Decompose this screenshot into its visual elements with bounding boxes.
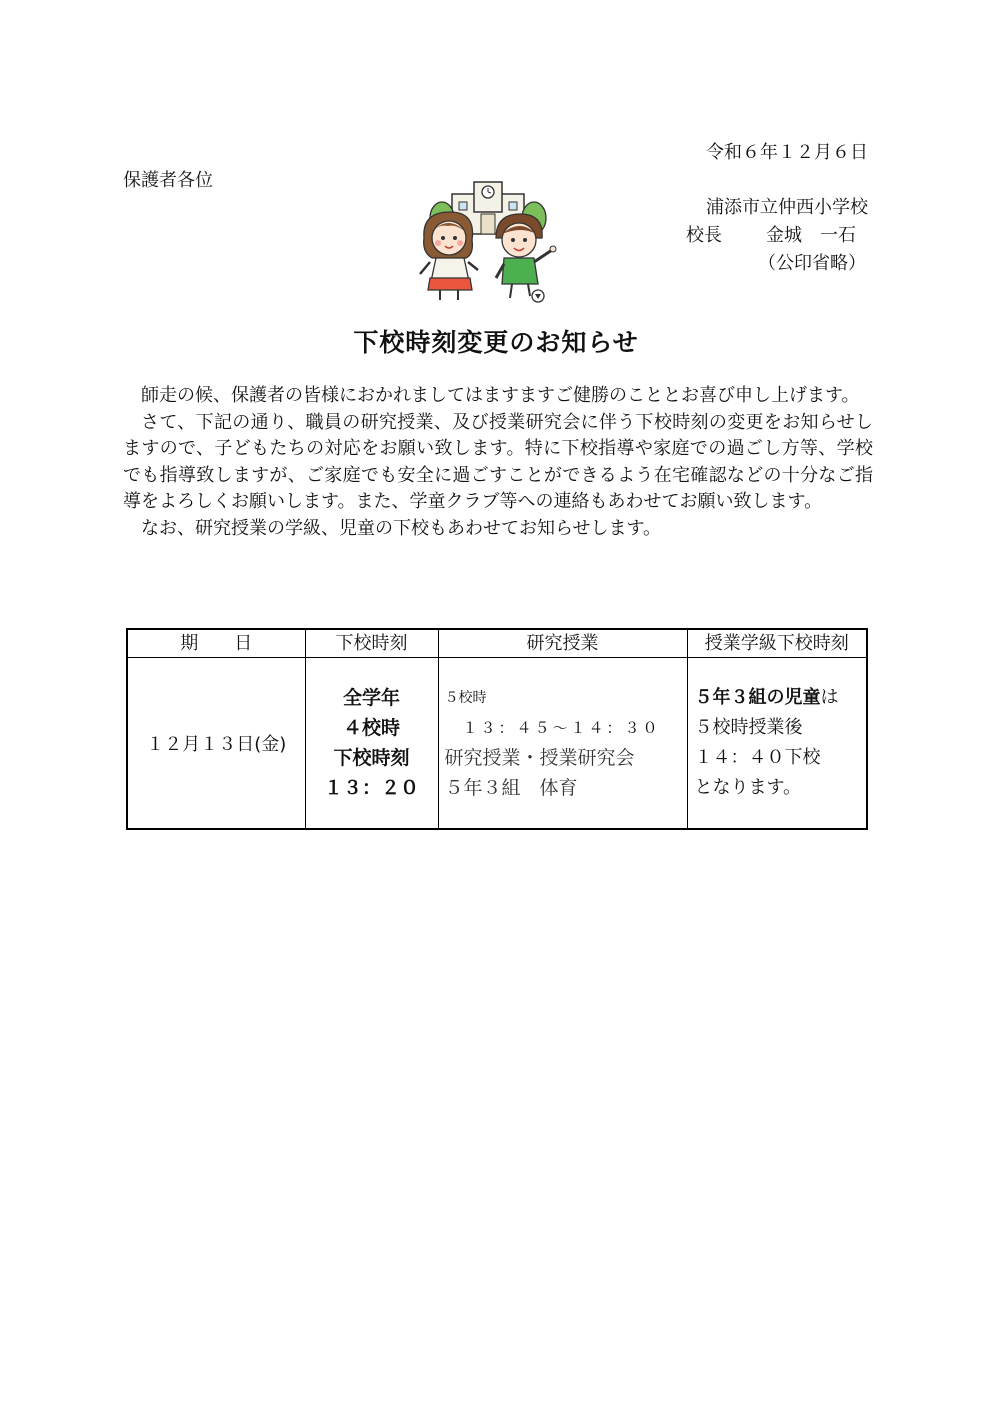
recipient: 保護者各位 (123, 170, 213, 191)
cell-dismissal (305, 658, 438, 830)
dismissal-period: ４校時 (342, 717, 400, 739)
cell-research-lesson (438, 658, 687, 830)
greeting-paragraph: 師走の候、保護者の皆様におかれましてはますますご健勝のこととお喜び申し上げます。 (141, 385, 860, 406)
header-research-lesson: 研究授業 (438, 629, 687, 658)
table-row (127, 658, 867, 830)
school-children-illustration (412, 178, 562, 306)
boy-icon (496, 214, 556, 302)
research-event: 研究授業・授業研究会 (444, 747, 635, 769)
class-particle: は (820, 687, 839, 708)
class-name-bold: ５年３組の児童 (694, 687, 821, 708)
school-name: 浦添市立仲西小学校 (706, 197, 868, 218)
research-time: １３：４５～１４：３０ (462, 719, 661, 737)
class-dismissal-line1 (695, 683, 867, 713)
cell-class-dismissal (687, 658, 867, 830)
page-title: 下校時刻変更のお知らせ (353, 328, 639, 357)
dismissal-grade: 全学年 (342, 687, 400, 709)
letter-body (123, 383, 873, 542)
cell-date: １２月１３日(金) (127, 658, 305, 830)
class-dismissal-line3: １４：４０下校 (694, 747, 821, 768)
dismissal-time: １３：２０ (323, 777, 419, 799)
notice-paragraph: さて、下記の通り、職員の研究授業、及び授業研究会に伴う下校時刻の変更をお知らせしますので、子どもたちの対応をお願い致します。特に下校指導や家庭での過ごし方等、学校でも指導致しますが、ご家庭でも安全に過ごすことができるよう在宅確認などの十分なご指導をよろしくお願いします。また、学童クラブ等への連絡もあわせてお願い致します。 (123, 411, 873, 512)
research-class-subject: ５年３組 体育 (444, 777, 578, 799)
research-period: ５校時 (444, 690, 487, 706)
girl-icon (420, 212, 478, 300)
class-dismissal-line4: となります。 (694, 777, 802, 798)
table-header-row (127, 629, 867, 658)
document-date: 令和６年１２月６日 (706, 142, 868, 163)
header-class-dismissal: 授業学級下校時刻 (687, 629, 867, 658)
schedule-table (126, 628, 868, 830)
closing-paragraph: なお、研究授業の学級、児童の下校もあわせてお知らせします。 (141, 517, 662, 539)
principal-name: 金城 一石 (766, 225, 856, 246)
class-dismissal-line2: ５校時授業後 (694, 717, 803, 738)
principal-title: 校長 (686, 225, 722, 246)
header-dismissal-time: 下校時刻 (305, 629, 438, 658)
seal-omitted-note: （公印省略） (758, 253, 866, 274)
dismissal-label: 下校時刻 (333, 747, 410, 769)
header-date: 期 日 (127, 629, 305, 658)
